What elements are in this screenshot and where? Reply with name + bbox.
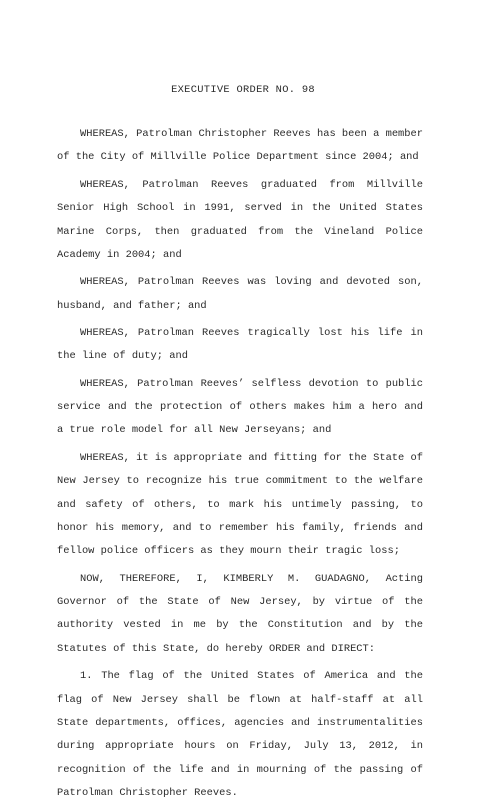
paragraph-now-therefore: NOW, THEREFORE, I, KIMBERLY M. GUADAGNO, Acting Governor of the State of New Jersey, by virtue of the authority vested in me by the Constitution and by the Statutes of this State, do hereby ORDER and DIRECT: [57, 572, 423, 655]
paragraph-whereas-hero: WHEREAS, Patrolman Reeves’ selfless devotion to public service and the protection of others makes him a hero and a true role model for all New Jerseyans; and [57, 377, 423, 437]
document-body [57, 123, 423, 810]
paragraph-whereas-fitting: WHEREAS, it is appropriate and fitting for the State of New Jersey to recognize his true commitment to the welfare and safety of others, to mark his untimely passing, to honor his memory, and to remember his family, friends and fellow police officers as they mourn their tragic loss; [57, 451, 423, 558]
paragraph-order-1: 1. The flag of the United States of America and the flag of New Jersey shall be flown at half-staff at all State departments, offices, agencies and instrumentalities during appropriate hours on Friday, July 13, 2012, in recognition of the life and in mourning of the passing of Patrolman Christopher Reeves. [57, 670, 423, 800]
paragraph-whereas-member: WHEREAS, Patrolman Christopher Reeves has been a member of the City of Millville Police Department since 2004; and [57, 128, 423, 164]
document-title: EXECUTIVE ORDER NO. 98 [171, 84, 315, 96]
paragraph-whereas-line-of-duty: WHEREAS, Patrolman Reeves tragically lost his life in the line of duty; and [57, 326, 423, 363]
paragraph-whereas-devoted: WHEREAS, Patrolman Reeves was loving and devoted son, husband, and father; and [57, 276, 423, 312]
paragraph-whereas-graduated: WHEREAS, Patrolman Reeves graduated from Millville Senior High School in 1991, served in the United States Marine Corps, then graduated from the Vineland Police Academy in 2004; and [57, 178, 423, 261]
